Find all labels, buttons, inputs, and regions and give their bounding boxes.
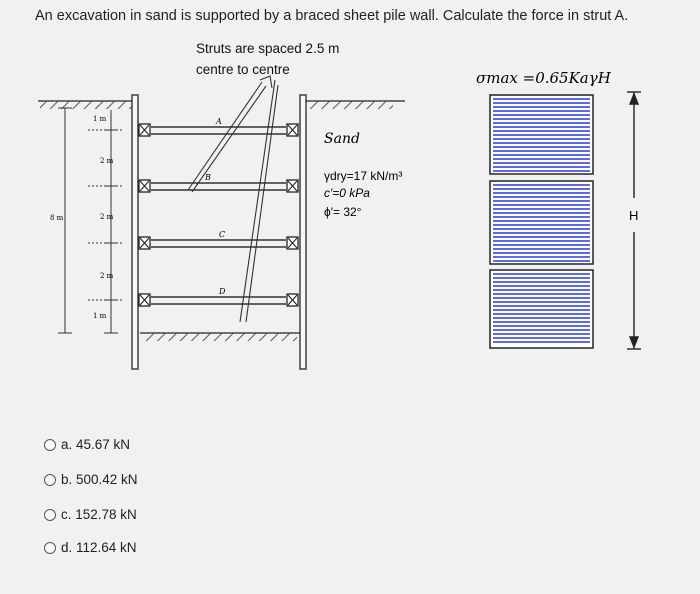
strut-b (139, 180, 298, 192)
option-c[interactable] (44, 507, 137, 522)
soil-cohesion: c′=0 kPa (324, 186, 370, 200)
strut-spacing-line2: centre to centre (196, 62, 290, 77)
dim-gap1-label: 2 m (100, 157, 114, 165)
strut-label-d: D (219, 287, 226, 296)
option-b[interactable] (44, 472, 138, 487)
dimension-lines (58, 108, 124, 333)
excavation-base-hatch (145, 333, 297, 341)
soil-unit-weight: γdry=17 kN/m³ (324, 169, 403, 183)
option-d[interactable] (44, 540, 137, 555)
strut-label-b: B (205, 173, 211, 182)
dim-gap2-label: 2 m (100, 213, 114, 221)
strut-label-a: A (216, 117, 222, 126)
dim-top-label: 1 m (93, 115, 107, 123)
dim-bottom-label: 1 m (93, 312, 107, 320)
radio-b[interactable] (44, 474, 56, 486)
soil-friction-angle: ϕ′= 32° (324, 205, 362, 219)
pressure-envelope (490, 95, 593, 348)
height-label: H (629, 208, 639, 223)
soil-name: Sand (324, 131, 360, 147)
option-a-label: a. 45.67 kN (61, 437, 131, 452)
question-text: An excavation in sand is supported by a braced sheet pile wall. Calculate the force in strut A. (35, 8, 629, 24)
option-c-label: c. 152.78 kN (61, 507, 137, 522)
left-sheet-pile (132, 95, 138, 369)
strut-label-c: C (219, 230, 226, 239)
right-sheet-pile (300, 95, 306, 369)
option-d-label: d. 112.64 kN (61, 540, 137, 555)
option-b-label: b. 500.42 kN (61, 472, 138, 487)
ground-left-hatch (40, 101, 132, 109)
radio-a[interactable] (44, 439, 56, 451)
dim-gap3-label: 2 m (100, 272, 114, 280)
handwritten-arrows (188, 76, 278, 322)
struts (139, 124, 298, 306)
dim-total-label: 8 m (50, 214, 64, 222)
option-a[interactable] (44, 437, 130, 452)
radio-d[interactable] (44, 542, 56, 554)
strut-spacing-line1: Struts are spaced 2.5 m (196, 41, 340, 56)
ground-right-hatch (307, 101, 393, 109)
pressure-equation: σmax =0.65KaγH (476, 69, 611, 87)
radio-c[interactable] (44, 509, 56, 521)
